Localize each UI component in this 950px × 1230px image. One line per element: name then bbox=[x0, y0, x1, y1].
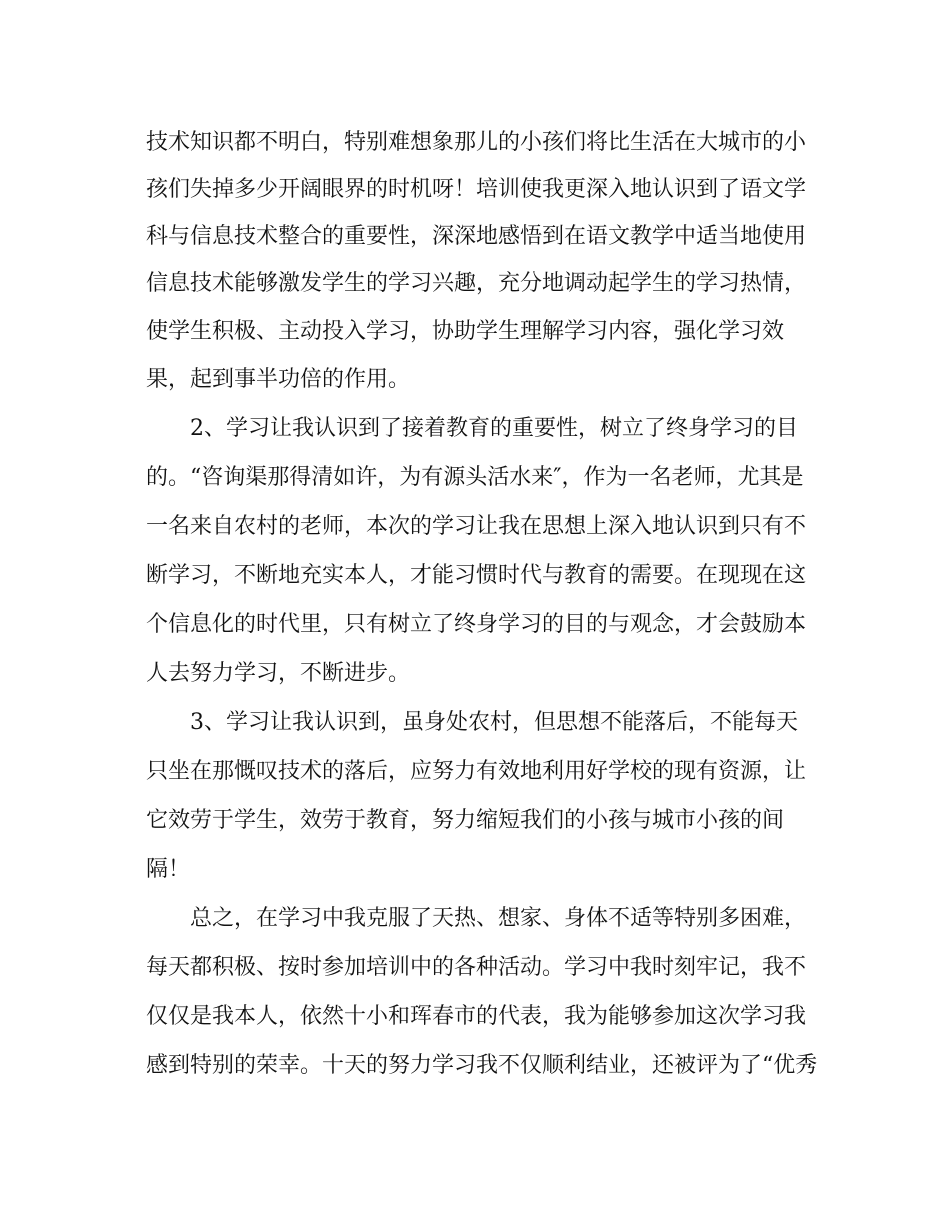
text-line: 技术知识都不明白，特别难想象那儿的小孩们将比生活在大城市的小 bbox=[146, 130, 807, 155]
text-line: 果，起到事半功倍的作用。 bbox=[146, 367, 411, 392]
paragraph-first-line: 3、学习让我认识到，虽身处农村，但思想不能落后，不能每天 bbox=[190, 710, 798, 735]
text-line: 每天都积极、按时参加培训中的各种活动。学习中我时刻牢记，我不 bbox=[146, 955, 807, 980]
text-line: 仅仅是我本人，依然十小和珲春市的代表，我为能够参加这次学习我 bbox=[146, 1004, 807, 1029]
text-line: 信息技术能够激发学生的学习兴趣，充分地调动起学生的学习热情， bbox=[146, 271, 807, 296]
text-line: 一名来自农村的老师，本次的学习让我在思想上深入地认识到只有不 bbox=[146, 514, 807, 539]
text-line: 只坐在那慨叹技术的落后，应努力有效地利用好学校的现有资源，让 bbox=[146, 759, 807, 784]
text-line: 它效劳于学生，效劳于教育，努力缩短我们的小孩与城市小孩的间 bbox=[146, 808, 785, 833]
paragraph-first-line: 总之，在学习中我克服了天热、想家、身体不适等特别多困难， bbox=[190, 906, 807, 931]
text-line: 人去努力学习，不断进步。 bbox=[146, 661, 411, 686]
text-line: 科与信息技术整合的重要性，深深地感悟到在语文教学中适当地使用 bbox=[146, 224, 807, 249]
text-line: 断学习，不断地充实本人，才能习惯时代与教育的需要。在现现在这 bbox=[146, 563, 807, 588]
text-line: 隔！ bbox=[146, 857, 191, 882]
text-line: 个信息化的时代里，只有树立了终身学习的目的与观念，才会鼓励本 bbox=[146, 612, 807, 637]
text-line: 感到特别的荣幸。十天的努力学习我不仅顺利结业，还被评为了“优秀 bbox=[146, 1053, 818, 1078]
text-line: 使学生积极、主动投入学习，协助学生理解学习内容，强化学习效 bbox=[146, 319, 785, 344]
paragraph-first-line: 2、学习让我认识到了接着教育的重要性，树立了终身学习的目 bbox=[190, 416, 798, 441]
text-line: 的。“咨询渠那得清如许，为有源头活水来″，作为一名老师，尤其是 bbox=[146, 465, 804, 490]
text-line: 孩们失掉多少开阔眼界的时机呀！培训使我更深入地认识到了语文学 bbox=[146, 177, 807, 202]
